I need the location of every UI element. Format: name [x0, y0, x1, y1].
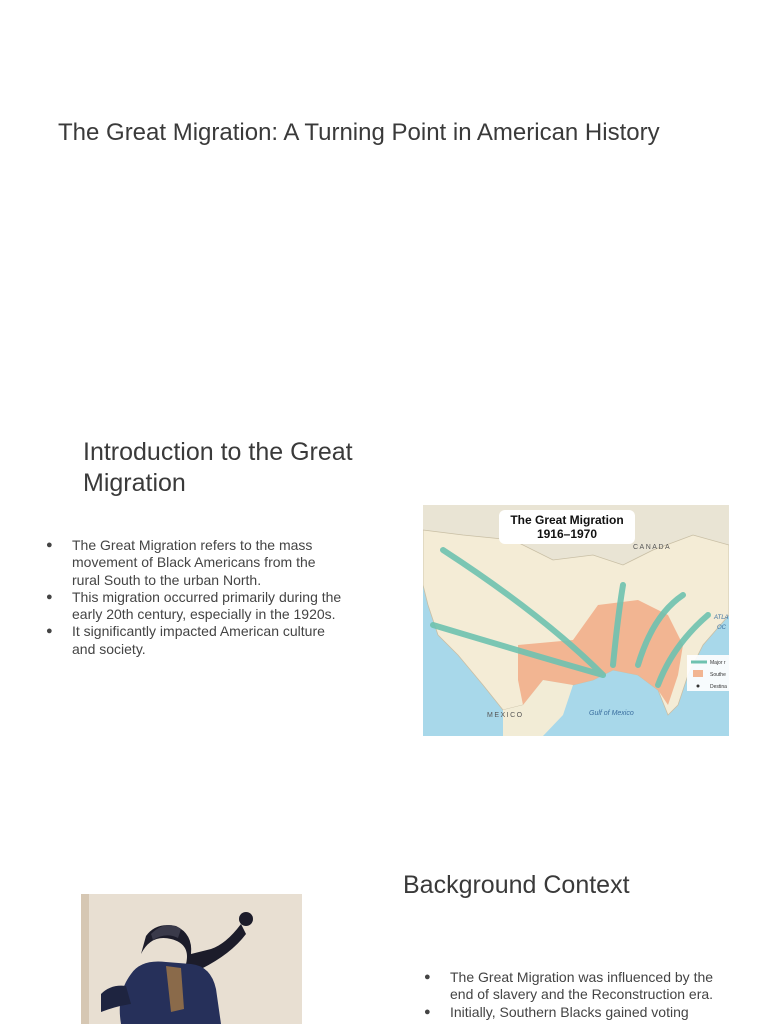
bullet-icon: ●	[46, 590, 53, 603]
legend-label-3: Destina	[710, 684, 727, 690]
map-label-mexico: MEXICO	[487, 712, 524, 719]
figure-hand	[239, 912, 253, 926]
legend-label-2: Southe	[710, 672, 726, 678]
bullet-line: rural South to the urban North.	[72, 571, 262, 588]
legend-label-1: Major r	[710, 660, 726, 666]
bullet-line: and society.	[72, 640, 146, 657]
bullet-icon: ●	[46, 625, 53, 638]
map-label-canada: CANADA	[633, 544, 672, 551]
legend-dot-icon	[697, 685, 700, 688]
intro-heading-line-1: Introduction to the Great	[83, 438, 353, 466]
bullet-line: movement of Black Americans from the	[72, 554, 316, 571]
map-label-ocean: OC	[717, 625, 726, 631]
bullet-line: This migration occurred primarily during the	[72, 588, 342, 605]
bullet-line: end of slavery and the Reconstruction era.	[450, 986, 714, 1003]
list-item	[46, 623, 372, 658]
map-title-line-1: The Great Migration	[510, 513, 624, 527]
list-item	[46, 537, 372, 589]
bullet-line: early 20th century, especially in the 1920s.	[72, 606, 336, 623]
list-item	[46, 588, 372, 624]
figure-graphic	[81, 894, 302, 1024]
list-item	[424, 1003, 750, 1021]
list-item	[424, 969, 750, 1004]
bullet-icon: ●	[424, 971, 431, 983]
bullet-line: Initially, Southern Blacks gained voting	[450, 1003, 689, 1020]
historical-figure-image	[81, 894, 302, 1024]
legend-south-swatch	[693, 670, 703, 677]
map-label-atlantic: ATLA	[714, 615, 729, 621]
bullet-icon: ●	[46, 539, 53, 551]
background-bullet-list	[424, 969, 750, 1021]
intro-bullet-list	[46, 537, 372, 658]
map-graphic	[423, 505, 729, 736]
bullet-icon: ●	[424, 1005, 431, 1018]
map-title-line-2: 1916–1970	[536, 527, 598, 541]
image-edge	[81, 894, 89, 1024]
great-migration-map	[423, 505, 729, 736]
intro-heading-line-2: Migration	[83, 469, 186, 497]
bullet-line: The Great Migration was influenced by the	[450, 969, 714, 985]
page-title: The Great Migration: A Turning Point in American History	[58, 119, 660, 146]
bullet-line: It significantly impacted American culture	[72, 623, 325, 640]
intro-heading	[83, 437, 383, 499]
map-label-gulf: Gulf of Mexico	[589, 710, 634, 717]
bullet-line: The Great Migration refers to the mass	[72, 537, 313, 553]
background-heading: Background Context	[403, 871, 630, 899]
